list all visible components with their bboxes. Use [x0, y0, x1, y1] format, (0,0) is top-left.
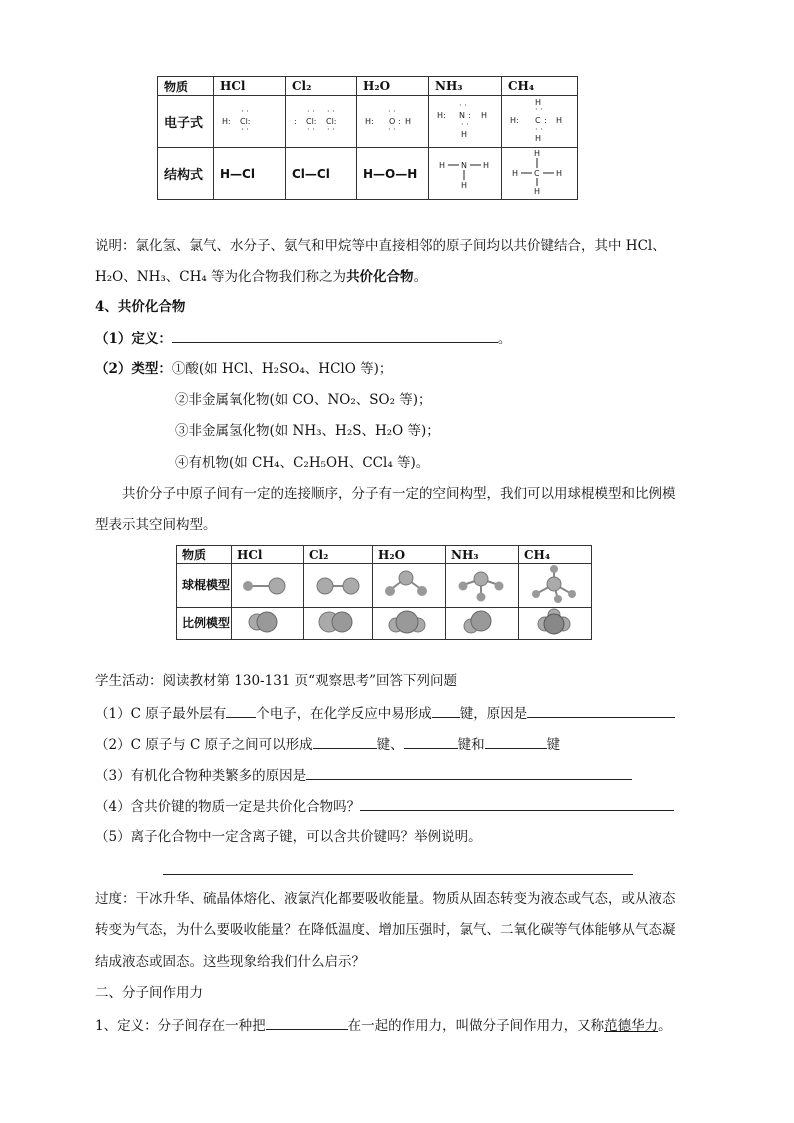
definition-blank[interactable]: [172, 328, 498, 343]
space-fill-ch4-image: [524, 608, 584, 636]
model-header-cl2: Cl₂: [304, 546, 373, 564]
q1-blank-2[interactable]: [432, 703, 460, 718]
def2-blank[interactable]: [266, 1015, 348, 1030]
space-fill-h2o: [373, 608, 446, 640]
structure-hcl: H—Cl: [214, 148, 286, 200]
definition-end: 。: [497, 331, 512, 347]
svg-text:H: H: [483, 161, 490, 170]
model-table: [176, 545, 592, 640]
svg-text:· ·: · ·: [241, 107, 249, 116]
section-4-title: 4、共价化合物: [95, 299, 186, 315]
space-fill-hcl: [232, 608, 304, 640]
transition-line-1: 过度：干冰升华、硫晶体熔化、液氯汽化都要吸收能量。物质从固态转变为液态或气态，或从液态: [95, 891, 676, 907]
definition-label: （1）定义：: [95, 331, 172, 347]
header-substance: 物质: [158, 77, 214, 96]
ball-stick-ch4-image: [524, 564, 584, 604]
q1-blank-1[interactable]: [226, 703, 256, 718]
svg-text:H: H: [461, 181, 468, 190]
q1-part-c: 键，原因是: [459, 706, 528, 722]
lewis-hcl-image: [220, 100, 276, 140]
svg-text:· ·: · ·: [241, 125, 249, 134]
q2-blank-2[interactable]: [404, 734, 458, 749]
header-h2o: H₂O: [357, 77, 429, 96]
lewis-nh3-image: [435, 98, 495, 142]
svg-text:C: C: [535, 116, 541, 125]
def2-part-b: 在一起的作用力，叫做分子间作用力，又称: [347, 1018, 605, 1034]
row-label-space-filling: 比例模型: [177, 608, 232, 640]
electron-formula-cl2: [286, 96, 357, 148]
structure-h2o: H—O—H: [357, 148, 429, 200]
para-line-2: 型表示其空间构型。: [95, 517, 217, 533]
svg-text:H: H: [461, 130, 468, 139]
model-header-nh3: NH₃: [446, 546, 519, 564]
svg-text:N: N: [459, 111, 465, 120]
explain-line-2: [95, 267, 427, 287]
structure-ch4: [502, 148, 578, 200]
ball-stick-h2o: [373, 564, 446, 608]
transition-line-2: 转变为气态，为什么要吸收能量？在降低温度、增加压强时，氯气、二氧化碳等气体能够从气态凝: [95, 922, 676, 938]
space-fill-ch4: [519, 608, 592, 640]
q1-part-b: 个电子，在化学反应中易形成: [256, 706, 432, 722]
ball-stick-cl2-image: [309, 566, 367, 602]
question-5: （5）离子化合物中一定含离子键，可以含共价键吗？举例说明。: [95, 829, 482, 845]
q2-blank-3[interactable]: [485, 734, 547, 749]
van-der-waals-term: 范德华力: [604, 1018, 659, 1034]
svg-text:H: H: [556, 116, 563, 125]
svg-text:· ·: · ·: [461, 120, 469, 129]
header-nh3: NH₃: [429, 77, 502, 96]
structure-cl2: Cl—Cl: [286, 148, 357, 200]
q2-part-c: 键和: [457, 737, 485, 753]
model-header-substance: 物质: [177, 546, 232, 564]
svg-text::: :: [294, 117, 297, 126]
space-fill-nh3: [446, 608, 519, 640]
ball-stick-hcl: [232, 564, 304, 608]
svg-text:· ·: · ·: [307, 107, 315, 116]
svg-text:· ·: · ·: [307, 125, 315, 134]
svg-text:H: H: [535, 134, 542, 143]
space-fill-cl2: [304, 608, 373, 640]
q2-part-d: 键: [546, 737, 561, 753]
types-label: （2）类型：: [95, 361, 172, 377]
row-label-ball-stick: 球棍模型: [177, 564, 232, 608]
q3-text: （3）有机化合物种类繁多的原因是: [95, 768, 307, 784]
q2-part-b: 键、: [376, 737, 404, 753]
svg-text:H:: H:: [437, 111, 446, 120]
ball-stick-nh3-image: [451, 565, 511, 603]
svg-text:H: H: [512, 169, 519, 178]
question-3: [95, 765, 632, 786]
ball-stick-ch4: [519, 564, 592, 608]
type-nonmetal-oxide: ②非金属氧化物(如 CO、NO₂、SO₂ 等)；: [175, 392, 432, 408]
intermolecular-definition: [95, 1015, 672, 1036]
svg-text:C: C: [534, 169, 540, 178]
svg-text:H: H: [481, 111, 488, 120]
electron-formula-hcl: [214, 96, 286, 148]
q4-text: （4）含共价键的物质一定是共价化合物吗？: [95, 799, 361, 815]
types-line-1: [95, 359, 392, 379]
svg-text:Cl:: Cl:: [240, 117, 251, 126]
svg-text:N: N: [461, 161, 467, 170]
svg-text:H: H: [556, 169, 563, 178]
question-1: [95, 703, 675, 724]
svg-text:· ·: · ·: [535, 125, 543, 134]
q1-blank-3[interactable]: [527, 703, 675, 718]
svg-text:H: H: [535, 98, 542, 107]
structure-nh3-image: [435, 152, 495, 192]
ball-stick-cl2: [304, 564, 373, 608]
ball-stick-nh3: [446, 564, 519, 608]
def2-part-a: 1、定义：分子间存在一种把: [95, 1018, 266, 1034]
structure-ch4-image: [508, 148, 570, 196]
electron-formula-nh3: [429, 96, 502, 148]
definition-line: [95, 328, 511, 349]
space-fill-nh3-image: [451, 609, 511, 635]
type-nonmetal-hydride: ③非金属氢化物(如 NH₃、H₂S、H₂O 等)；: [175, 423, 440, 439]
svg-text:· ·: · ·: [327, 107, 335, 116]
svg-text:H:: H:: [222, 117, 231, 126]
para-line-1: 共价分子中原子间有一定的连接顺序，分子有一定的空间构型，我们可以用球棍模型和比例模: [122, 486, 676, 502]
q3-blank[interactable]: [306, 765, 632, 780]
q1-part-a: （1）C 原子最外层有: [95, 706, 227, 722]
space-fill-h2o-image: [378, 609, 438, 635]
model-header-hcl: HCl: [232, 546, 304, 564]
question-2: [95, 734, 560, 755]
svg-text::: :: [468, 111, 471, 120]
row-label-electron: 电子式: [158, 96, 214, 148]
svg-text:H: H: [534, 187, 541, 196]
header-hcl: HCl: [214, 77, 286, 96]
electron-formula-h2o: [357, 96, 429, 148]
svg-text:· ·: · ·: [459, 101, 467, 110]
lewis-cl2-image: [292, 100, 350, 140]
header-ch4: CH₄: [502, 77, 578, 96]
type-acid: ①酸(如 HCl、H₂SO₄、HClO 等)；: [171, 361, 393, 377]
row-label-structure: 结构式: [158, 148, 214, 200]
svg-text::: :: [398, 117, 401, 126]
ball-stick-hcl-image: [237, 566, 297, 602]
explain-line-2-prefix: H₂O、NH₃、CH₄ 等为化合物我们称之为: [95, 269, 347, 285]
space-fill-hcl-image: [237, 609, 293, 635]
lewis-h2o-image: [363, 100, 421, 140]
svg-text:H:: H:: [365, 117, 374, 126]
lewis-ch4-image: [508, 96, 570, 144]
activity-title: 学生活动：阅读教材第 130-131 页“观察思考”回答下列问题: [95, 673, 457, 689]
explain-line-2-suffix: 。: [413, 269, 428, 285]
q5-answer-line[interactable]: [163, 874, 633, 875]
svg-text:H:: H:: [510, 116, 519, 125]
def2-part-d: 。: [658, 1018, 672, 1034]
covalent-compound-term: 共价化合物: [346, 269, 414, 285]
q2-blank-1[interactable]: [313, 734, 377, 749]
structure-nh3: [429, 148, 502, 200]
svg-text:H: H: [439, 161, 446, 170]
ball-stick-h2o-image: [378, 566, 438, 602]
explain-line-1: 说明：氯化氢、氯气、水分子、氨气和甲烷等中直接相邻的原子间均以共价键结合，其中 HCl、: [95, 238, 666, 254]
svg-text:Cl:: Cl:: [306, 117, 317, 126]
q4-blank[interactable]: [360, 796, 674, 811]
model-header-ch4: CH₄: [519, 546, 592, 564]
svg-text:· ·: · ·: [327, 125, 335, 134]
svg-text:O: O: [389, 117, 396, 126]
svg-text:H: H: [534, 149, 541, 158]
question-4: [95, 796, 674, 817]
type-organic: ④有机物(如 CH₄、C₂H₅OH、CCl₄ 等)。: [175, 455, 430, 471]
svg-text::: :: [544, 116, 547, 125]
transition-line-3: 结成液态或固态。这些现象给我们什么启示？: [95, 954, 365, 970]
svg-text:Cl:: Cl:: [326, 117, 337, 126]
svg-text:· ·: · ·: [388, 125, 396, 134]
model-header-h2o: H₂O: [373, 546, 446, 564]
svg-text:· ·: · ·: [535, 105, 543, 114]
section-2-title: 二、分子间作用力: [95, 985, 203, 1001]
space-fill-cl2-image: [309, 609, 365, 635]
svg-text:H: H: [405, 117, 412, 126]
electron-formula-ch4: [502, 96, 578, 148]
q2-part-a: （2）C 原子与 C 原子之间可以形成: [95, 737, 313, 753]
formula-table: [157, 76, 578, 200]
svg-text:· ·: · ·: [388, 107, 396, 116]
header-cl2: Cl₂: [286, 77, 357, 96]
